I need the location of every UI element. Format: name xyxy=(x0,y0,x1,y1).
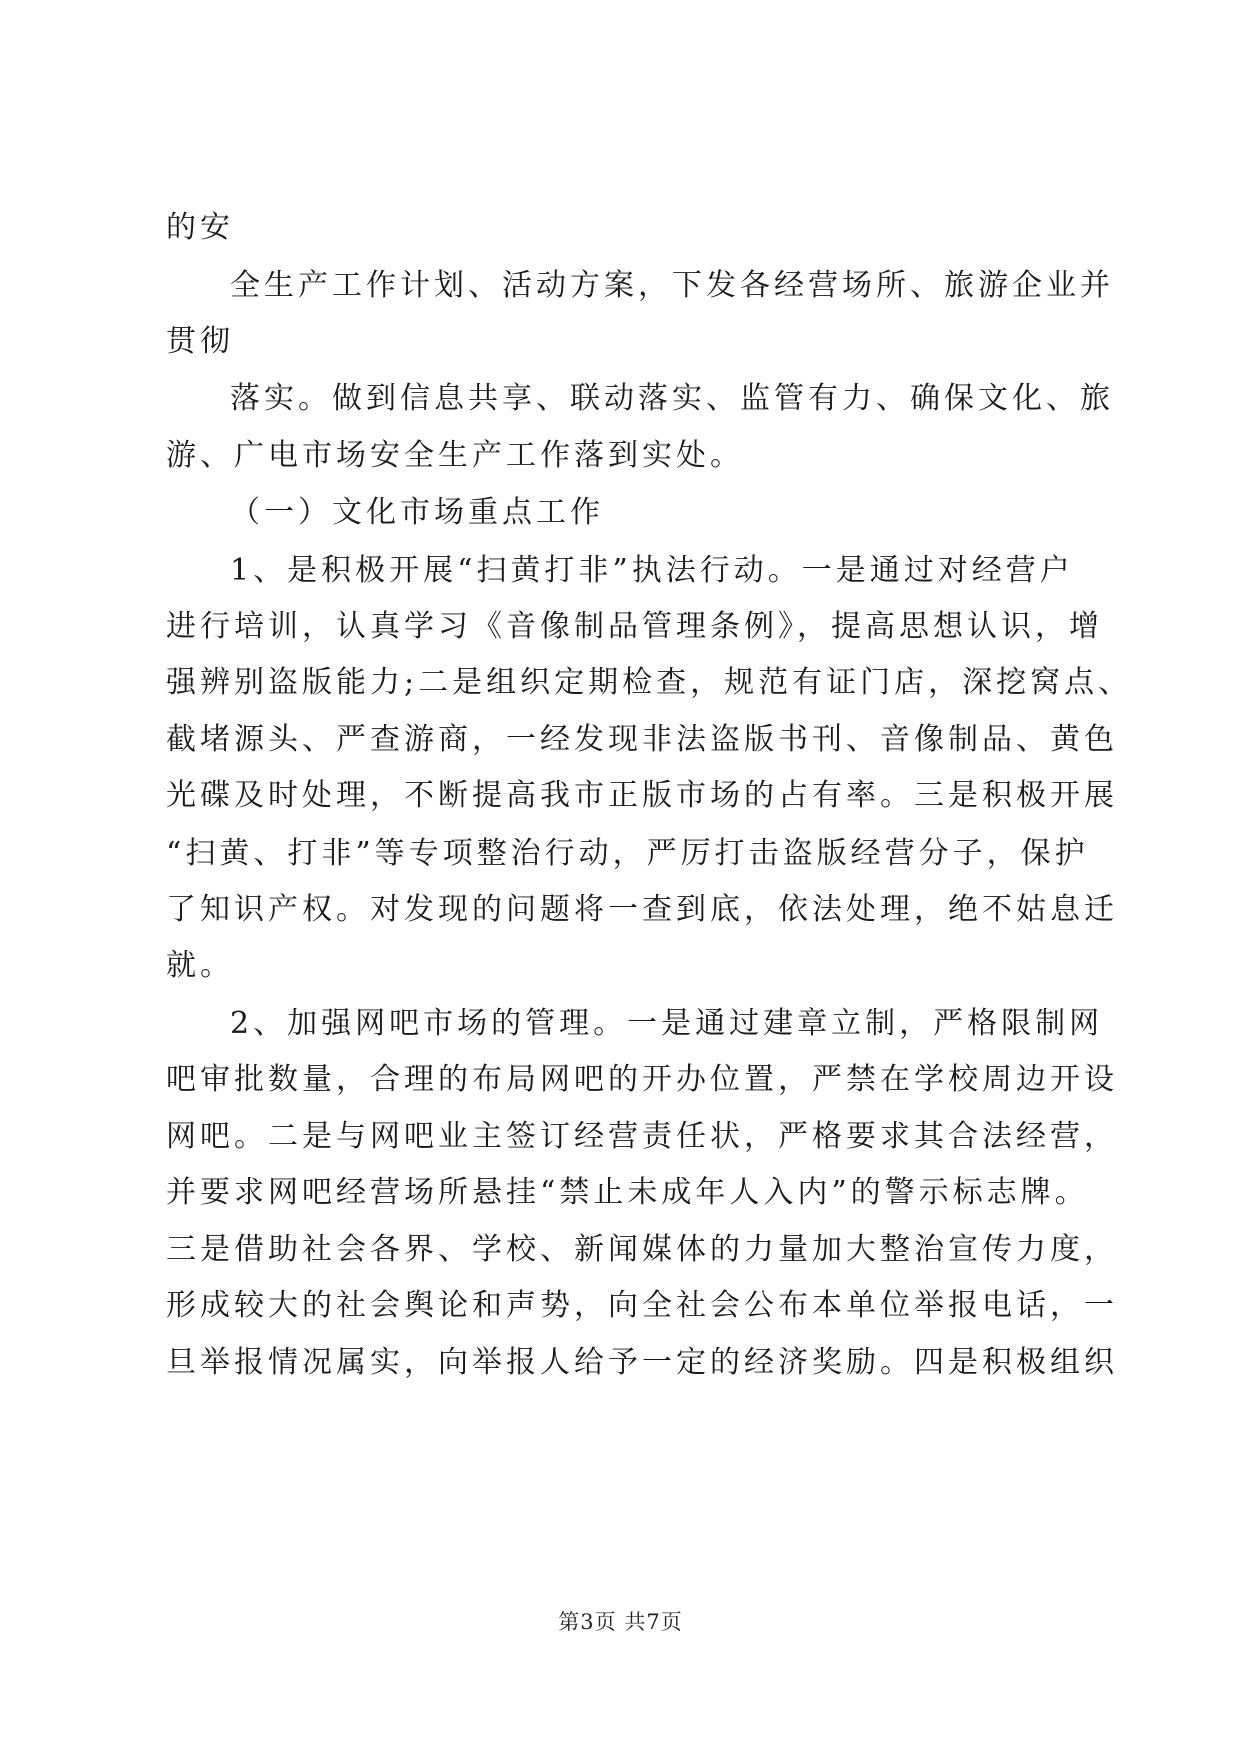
text-line: 1、是积极开展“扫黄打非”执法行动。一是通过对经营户 xyxy=(230,553,1074,588)
text-line: 了知识产权。对发现的问题将一查到底，依法处理，绝不姑息迁 xyxy=(166,892,1118,927)
text-line: 光碟及时处理，不断提高我市正版市场的占有率。三是积极开展 xyxy=(166,778,1118,813)
section-heading: （一）文化市场重点工作 xyxy=(230,495,604,530)
text-line: 贯彻 xyxy=(166,324,234,359)
page-footer: 第3页 共7页 xyxy=(558,1610,683,1634)
text-line: 吧审批数量，合理的布局网吧的开办位置，严禁在学校周边开设 xyxy=(166,1062,1118,1097)
text-line: 网吧。二是与网吧业主签订经营责任状，严格要求其合法经营， xyxy=(166,1119,1118,1154)
text-line: 形成较大的社会舆论和声势，向全社会公布本单位举报电话，一 xyxy=(166,1288,1118,1323)
text-line: 就。 xyxy=(166,948,234,983)
text-line: 落实。做到信息共享、联动落实、监管有力、确保文化、旅 xyxy=(230,381,1114,416)
text-line: 强辨别盗版能力;二是组织定期检查，规范有证门店，深挖窝点、 xyxy=(166,665,1133,700)
text-line: 2、加强网吧市场的管理。一是通过建章立制，严格限制网 xyxy=(230,1006,1104,1041)
text-line: 进行培训，认真学习《音像制品管理条例》，提高思想认识，增 xyxy=(166,609,1103,644)
text-line: 并要求网吧经营场所悬挂“禁止未成年人入内”的警示标志牌。 xyxy=(166,1175,1089,1210)
text-line: 三是借助社会各界、学校、新闻媒体的力量加大整治宣传力度， xyxy=(166,1232,1118,1267)
text-line: 游、广电市场安全生产工作落到实处。 xyxy=(166,438,744,473)
text-line: 的安 xyxy=(166,210,234,245)
text-line: 全生产工作计划、活动方案，下发各经营场所、旅游企业并 xyxy=(230,268,1114,303)
text-line: 截堵源头、严查游商，一经发现非法盗版书刊、音像制品、黄色 xyxy=(166,722,1118,757)
text-line: “扫黄、打非”等专项整治行动，严厉打击盗版经营分子，保护 xyxy=(166,836,1089,871)
text-line: 旦举报情况属实，向举报人给予一定的经济奖励。四是积极组织 xyxy=(166,1345,1118,1380)
